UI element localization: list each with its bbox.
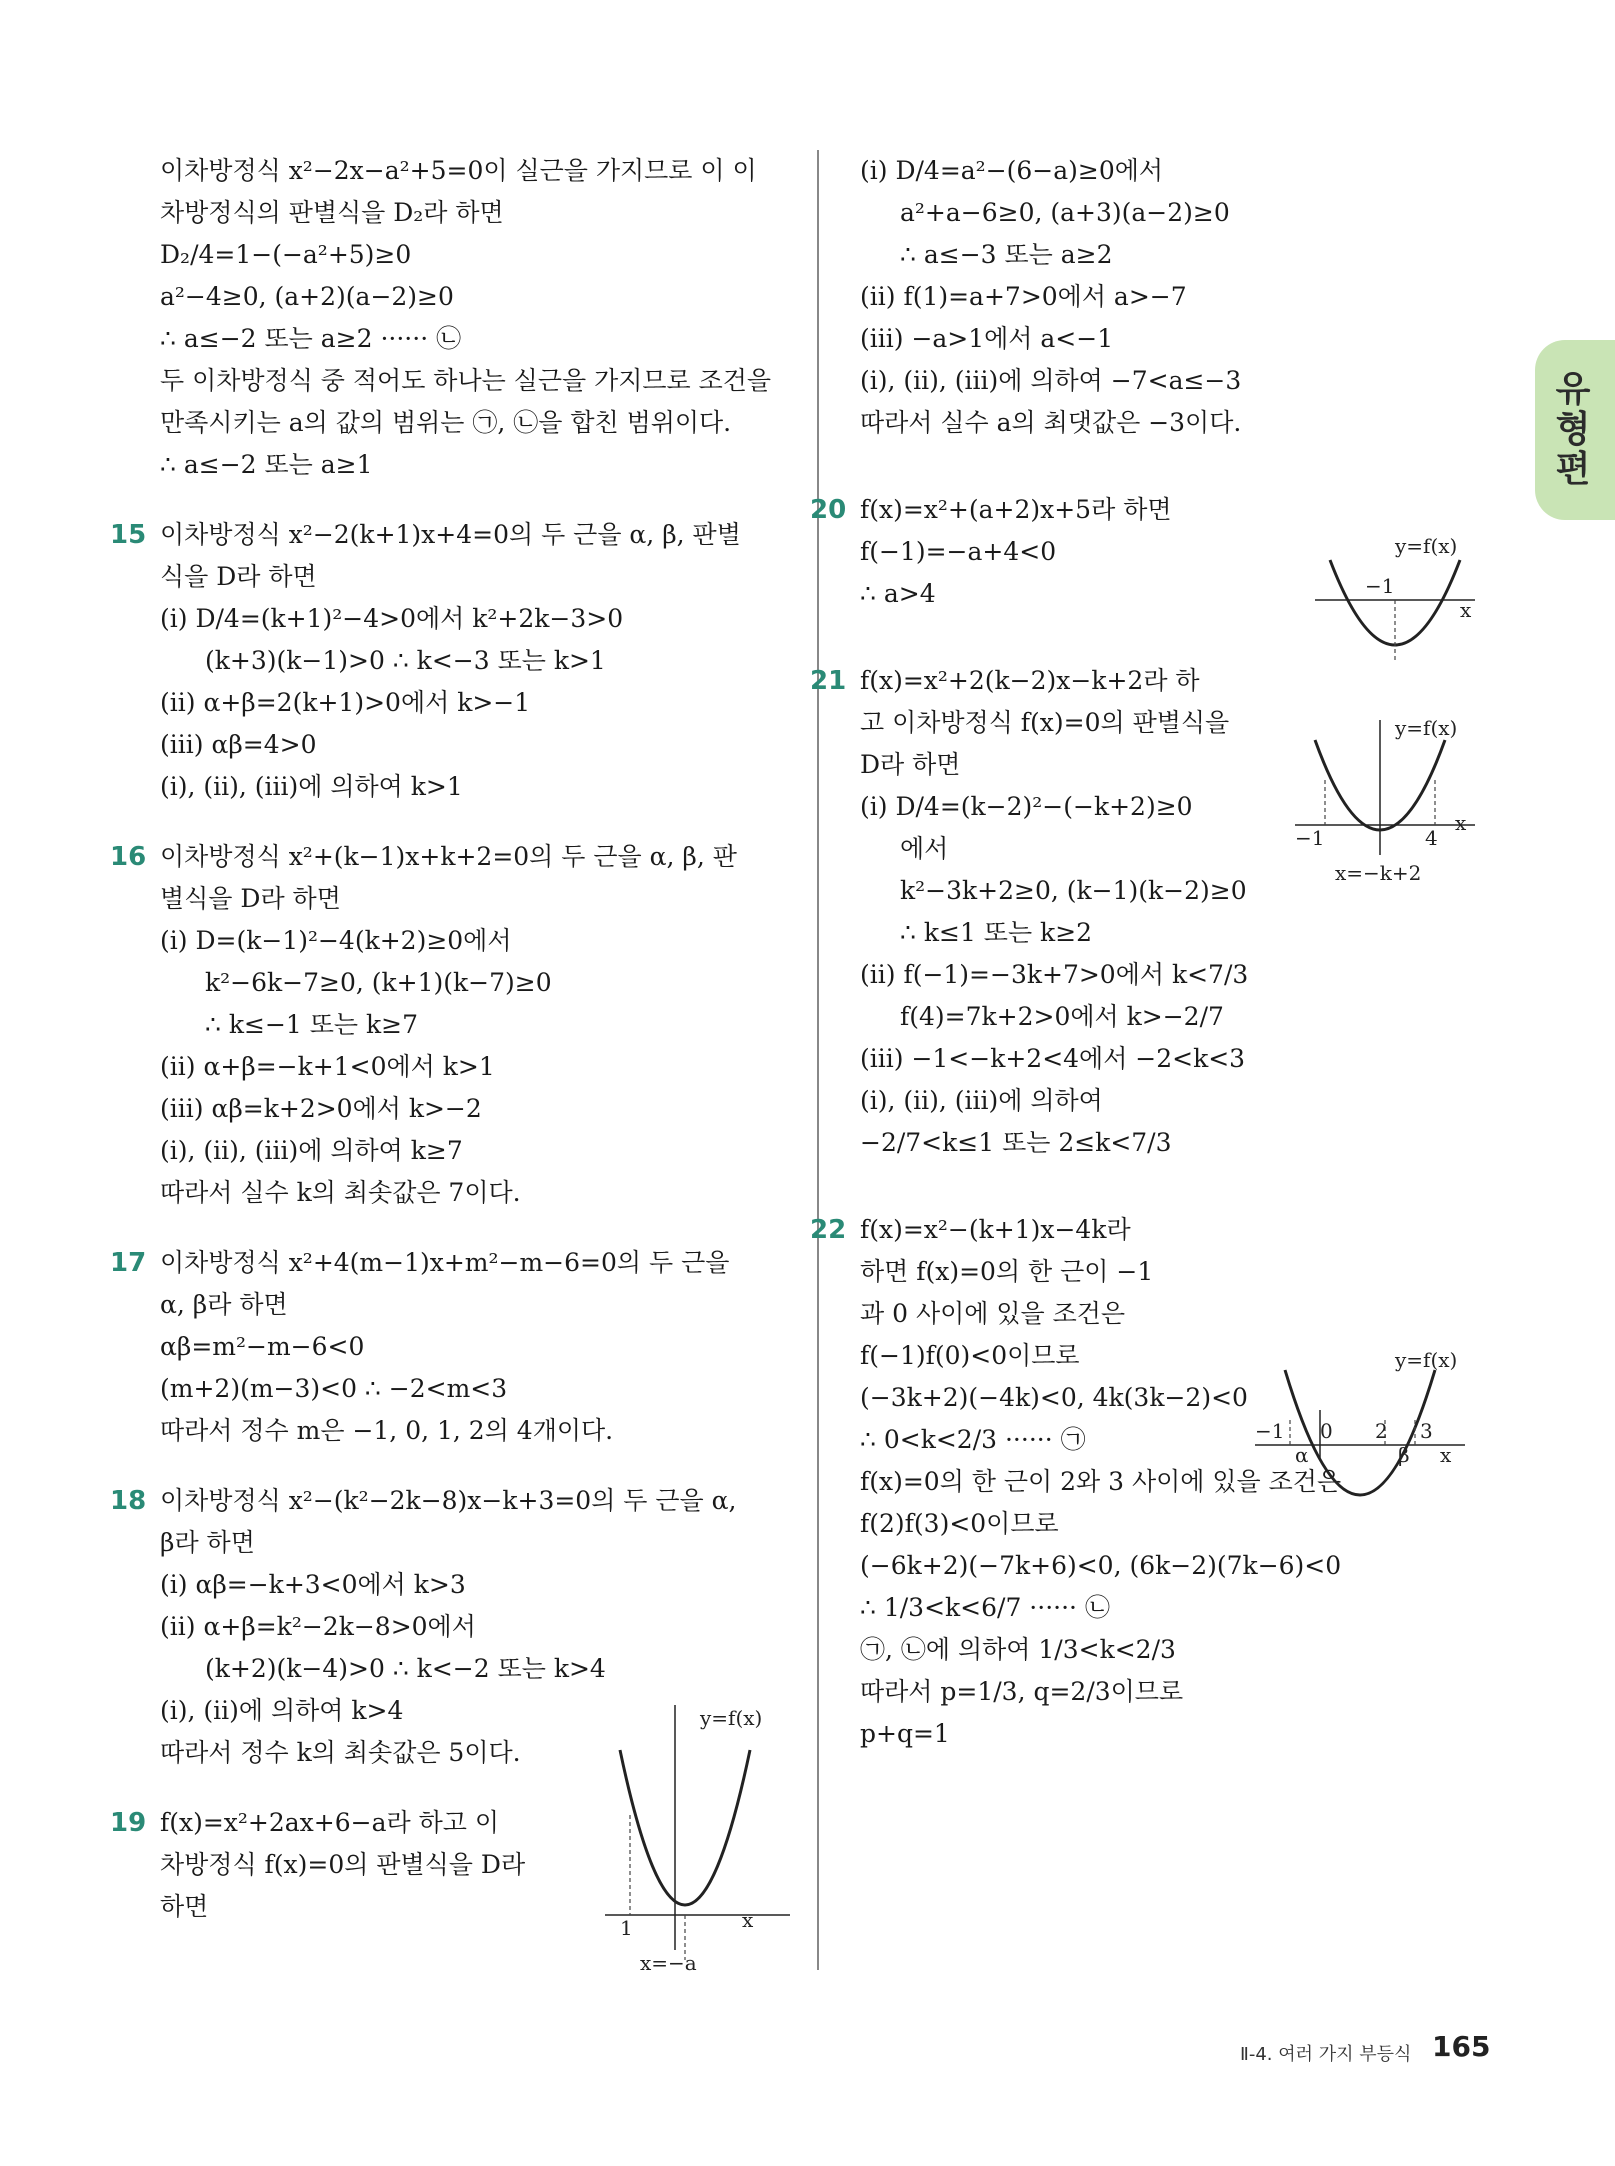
text-line: (ⅲ) αβ=k+2>0에서 k>−2 (160, 1094, 482, 1123)
text-line: f(−1)f(0)<0이므로 (860, 1341, 1080, 1370)
problem-number: 18 (110, 1486, 147, 1516)
text-line: k²−6k−7≥0, (k+1)(k−7)≥0 (205, 968, 552, 997)
text-line: (ⅲ) −1<−k+2<4에서 −2<k<3 (860, 1044, 1246, 1073)
vertex-label: x=−a (640, 1951, 697, 1975)
text-line: a²−4≥0, (a+2)(a−2)≥0 (160, 282, 454, 311)
tick-label: −1 (1255, 1419, 1285, 1443)
text-line: f(x)=x²+2(k−2)x−k+2라 하 (860, 666, 1200, 695)
tick-label: −1 (1365, 574, 1395, 598)
text-line: (ⅰ), (ⅱ)에 의하여 k>4 (160, 1696, 404, 1725)
text-line: 식을 D라 하면 (160, 562, 317, 591)
text-line: ∴ k≤−1 또는 k≥7 (205, 1010, 418, 1039)
graph-19 (595, 1665, 795, 1979)
text-line: 따라서 p=1/3, q=2/3이므로 (860, 1677, 1184, 1706)
text-line: 따라서 실수 a의 최댓값은 −3이다. (860, 408, 1242, 437)
text-line: 하면 (160, 1892, 209, 1921)
graph-20 (1310, 525, 1480, 674)
text-line: (ⅰ) D/4=a²−(6−a)≥0에서 (860, 156, 1164, 185)
text-line: α, β라 하면 (160, 1290, 288, 1319)
text-line: (ⅱ) α+β=k²−2k−8>0에서 (160, 1612, 476, 1641)
text-line: ∴ 1/3<k<6/7 ······ ㉡ (860, 1593, 1110, 1622)
text-line: 이차방정식 x²+4(m−1)x+m²−m−6=0의 두 근을 (160, 1248, 730, 1277)
tick-label: 2 (1375, 1419, 1388, 1443)
text-line: −2/7<k≤1 또는 2≤k<7/3 (860, 1128, 1172, 1157)
vertex-label: x=−k+2 (1335, 861, 1422, 885)
text-line: 따라서 실수 k의 최솟값은 7이다. (160, 1178, 521, 1207)
spacer (860, 1164, 1480, 1209)
text-line: αβ=m²−m−6<0 (160, 1332, 365, 1361)
spacer (160, 1452, 800, 1480)
problem-number: 15 (110, 520, 147, 550)
left-column (110, 150, 800, 1928)
text-line: 이차방정식 x²−(k²−2k−8)x−k+3=0의 두 근을 α, (160, 1486, 737, 1515)
text-line: 차방정식의 판별식을 D₂라 하면 (160, 198, 504, 227)
text-line: k²−3k+2≥0, (k−1)(k−2)≥0 (900, 876, 1247, 905)
solution-15 (110, 514, 800, 808)
text-line: f(x)=x²+2ax+6−a라 하고 이 (160, 1808, 499, 1837)
text-line: (−3k+2)(−4k)<0, 4k(3k−2)<0 (860, 1383, 1248, 1412)
text-line: 차방정식 f(x)=0의 판별식을 D라 (160, 1850, 526, 1879)
text-line: ㉠, ㉡에 의하여 1/3<k<2/3 (860, 1635, 1176, 1664)
text-line: (−6k+2)(−7k+6)<0, (6k−2)(7k−6)<0 (860, 1551, 1342, 1580)
text-line: D₂/4=1−(−a²+5)≥0 (160, 240, 412, 269)
text-line: (ⅰ) αβ=−k+3<0에서 k>3 (160, 1570, 466, 1599)
text-line: (k+2)(k−4)>0 ∴ k<−2 또는 k>4 (205, 1654, 606, 1683)
solution-cont-19 (860, 150, 1480, 444)
text-line: (ⅰ), (ⅱ), (ⅲ)에 의하여 −7<a≤−3 (860, 366, 1242, 395)
text-line: (ⅰ) D=(k−1)²−4(k+2)≥0에서 (160, 926, 512, 955)
graph-label: y=f(x) (1395, 534, 1458, 558)
text-line: f(x)=0의 한 근이 2와 3 사이에 있을 조건은 (860, 1467, 1342, 1496)
text-line: (ⅲ) αβ=4>0 (160, 730, 317, 759)
solution-17 (110, 1242, 800, 1452)
problem-number: 17 (110, 1248, 147, 1278)
tick-label: −1 (1295, 826, 1325, 850)
text-line: (k+3)(k−1)>0 ∴ k<−3 또는 k>1 (205, 646, 606, 675)
solution-cont-14 (160, 150, 800, 486)
text-line: (ⅰ), (ⅱ), (ⅲ)에 의하여 (860, 1086, 1103, 1115)
text-line: (m+2)(m−3)<0 ∴ −2<m<3 (160, 1374, 508, 1403)
spacer (160, 486, 800, 514)
axis-label: x (1440, 1443, 1452, 1467)
problem-number: 19 (110, 1808, 147, 1838)
text-line: f(x)=x²+(a+2)x+5라 하면 (860, 495, 1172, 524)
text-line: 따라서 정수 m은 −1, 0, 1, 2의 4개이다. (160, 1416, 614, 1445)
text-line: ∴ a≤−3 또는 a≥2 (900, 240, 1113, 269)
axis-label: x (1455, 811, 1467, 835)
text-line: p+q=1 (860, 1719, 950, 1748)
text-line: ∴ k≤1 또는 k≥2 (900, 918, 1093, 947)
tick-label: 0 (1320, 1419, 1333, 1443)
spacer (160, 808, 800, 836)
text-line: 이차방정식 x²−2x−a²+5=0이 실근을 가지므로 이 이 (160, 156, 757, 185)
spacer (860, 444, 1480, 489)
text-line: (ⅱ) α+β=2(k+1)>0에서 k>−1 (160, 688, 531, 717)
section-tab-label: 유형편 (1555, 369, 1591, 490)
text-line: 하면 f(x)=0의 한 근이 −1 (860, 1257, 1154, 1286)
text-line: f(x)=x²−(k+1)x−4k라 (860, 1215, 1131, 1244)
text-line: f(−1)=−a+4<0 (860, 537, 1057, 566)
text-line: 만족시키는 a의 값의 범위는 ㉠, ㉡을 합친 범위이다. (160, 408, 732, 437)
text-line: 고 이차방정식 f(x)=0의 판별식을 (860, 708, 1230, 737)
text-line: a²+a−6≥0, (a+3)(a−2)≥0 (900, 198, 1230, 227)
text-line: D라 하면 (860, 750, 961, 779)
page-number: 165 (1432, 2030, 1491, 2063)
solution-16 (110, 836, 800, 1214)
spacer (160, 1214, 800, 1242)
text-line: ∴ a≤−2 또는 a≥2 ······ ㉡ (160, 324, 462, 353)
text-line: (ⅱ) α+β=−k+1<0에서 k>1 (160, 1052, 495, 1081)
root-label: α (1295, 1443, 1309, 1467)
problem-number: 21 (810, 666, 847, 696)
text-line: f(2)f(3)<0이므로 (860, 1509, 1059, 1538)
text-line: 이차방정식 x²+(k−1)x+k+2=0의 두 근을 α, β, 판 (160, 842, 737, 871)
text-line: (ⅰ), (ⅱ), (ⅲ)에 의하여 k>1 (160, 772, 463, 801)
graph-label: y=f(x) (700, 1706, 763, 1730)
text-line: ∴ 0<k<2/3 ······ ㉠ (860, 1425, 1086, 1454)
text-line: (ⅰ) D/4=(k+1)²−4>0에서 k²+2k−3>0 (160, 604, 624, 633)
graph-22 (1250, 1340, 1480, 1519)
graph-label: y=f(x) (1395, 716, 1458, 740)
section-tab (1535, 340, 1615, 520)
text-line: (ⅱ) f(1)=a+7>0에서 a>−7 (860, 282, 1187, 311)
text-line: f(4)=7k+2>0에서 k>−2/7 (900, 1002, 1224, 1031)
problem-number: 22 (810, 1215, 847, 1245)
graph-label: y=f(x) (1395, 1348, 1458, 1372)
text-line: 과 0 사이에 있을 조건은 (860, 1299, 1126, 1328)
text-line: 따라서 정수 k의 최솟값은 5이다. (160, 1738, 521, 1767)
problem-number: 20 (810, 495, 847, 525)
text-line: (ⅰ), (ⅱ), (ⅲ)에 의하여 k≥7 (160, 1136, 463, 1165)
column-divider (817, 150, 819, 1970)
text-line: 에서 (900, 834, 949, 863)
text-line: ∴ a≤−2 또는 a≥1 (160, 450, 373, 479)
tick-label: 4 (1425, 826, 1438, 850)
axis-label: x (742, 1908, 754, 1932)
text-line: (ⅱ) f(−1)=−3k+7>0에서 k<7/3 (860, 960, 1249, 989)
tick-label: 1 (620, 1916, 633, 1940)
graph-21 (1290, 710, 1485, 894)
tick-label: 3 (1420, 1419, 1433, 1443)
text-line: (ⅲ) −a>1에서 a<−1 (860, 324, 1114, 353)
text-line: 이차방정식 x²−2(k+1)x+4=0의 두 근을 α, β, 판별 (160, 520, 741, 549)
text-line: 두 이차방정식 중 적어도 하나는 실근을 가지므로 조건을 (160, 366, 772, 395)
text-line: (ⅰ) D/4=(k−2)²−(−k+2)≥0 (860, 792, 1193, 821)
text-line: 별식을 D라 하면 (160, 884, 341, 913)
footer-section: Ⅱ-4. 여러 가지 부등식 (1240, 2044, 1412, 2065)
axis-label: x (1460, 598, 1472, 622)
text-line: ∴ a>4 (860, 579, 936, 608)
text-line: β라 하면 (160, 1528, 255, 1557)
root-label: β (1398, 1443, 1410, 1467)
problem-number: 16 (110, 842, 147, 872)
